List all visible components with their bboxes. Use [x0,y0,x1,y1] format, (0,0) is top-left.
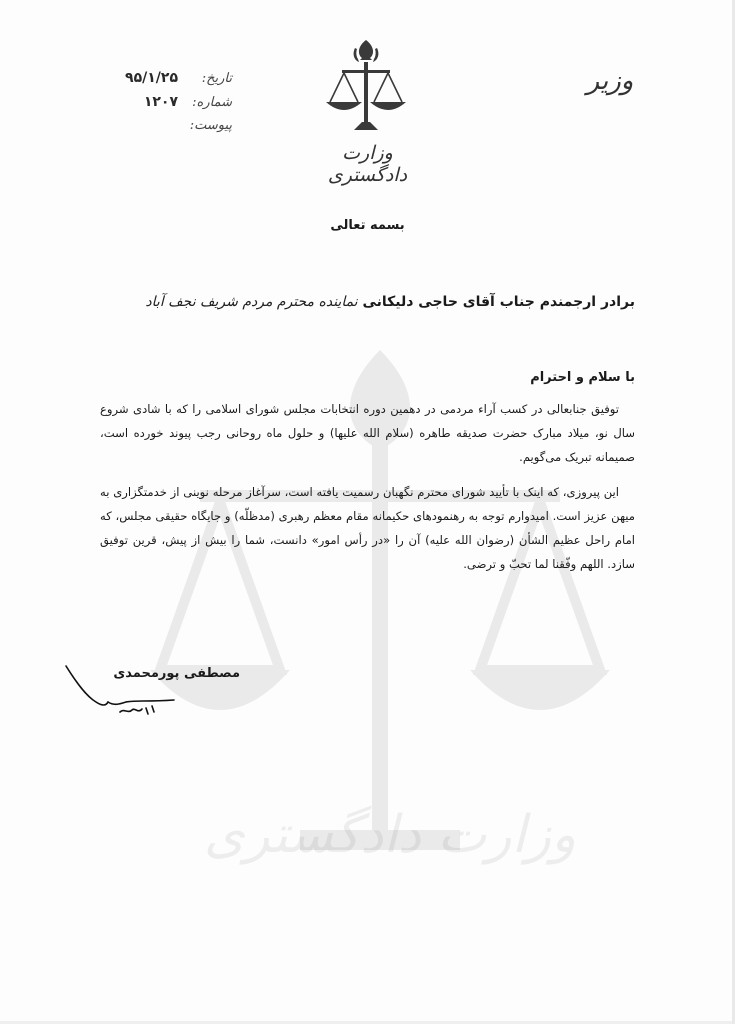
signer-name: مصطفی پورمحمدی [113,666,240,681]
bismillah-heading: بسمه تعالی [330,218,405,233]
number-row [112,94,232,118]
addressee-name: برادر ارجمندم جناب آقای حاجی دلیکانی [362,294,635,310]
number-label: شماره: [192,95,232,110]
ministry-name: وزارت دادگستری [327,142,408,186]
minister-title: وزیر [586,66,634,96]
attachment-label: پیوست: [189,118,232,133]
signature-icon [62,662,182,720]
number-value: ۱۲۰۷ [143,94,178,110]
attachment-row [112,118,232,142]
date-label: تاریخ: [201,71,232,86]
scales-of-justice-emblem-icon [322,38,410,134]
addressee-line [145,294,635,310]
letter-metadata [112,70,232,142]
letter-body [100,398,635,589]
greeting: با سلام و احترام [530,370,635,385]
body-paragraph: این پیروزی، که اینک با تأیید شورای محترم نگهبان رسمیت یافته است، سرآغاز مرحله نوینی از خدمتگزاری به میهن عزیز است. امیدوارم توجه به رهنمودهای حکیمانه مقام معظم رهبری (مدظلّه) و جایگاه حقیقی مجلس، که امام راحل عظیم الشأن (رضوان الله علیه) آن را «در رأس امور» دانست، شما را بیش از پیش، قرین توفیق سازد. اللهم وفّقنا لما تحبّ و ترضی. [100,485,635,571]
date-row [112,70,232,94]
body-paragraph: توفیق جنابعالی در کسب آراء مردمی در دهمین دوره انتخابات مجلس شورای اسلامی را که با شادی شروع سال نو، میلاد مبارک حضرت صدیقه طاهره (سلام الله علیها) و حلول ماه روحانی رجب پیوند خورده است، صمیمانه تبریک می‌گویم. [100,402,635,464]
date-value: ۹۵/۱/۲۵ [125,70,178,86]
ministry-watermark-text: وزارت دادگستری [203,805,577,865]
addressee-handwritten-note: نماینده محترم مردم شریف نجف آباد [145,294,358,310]
